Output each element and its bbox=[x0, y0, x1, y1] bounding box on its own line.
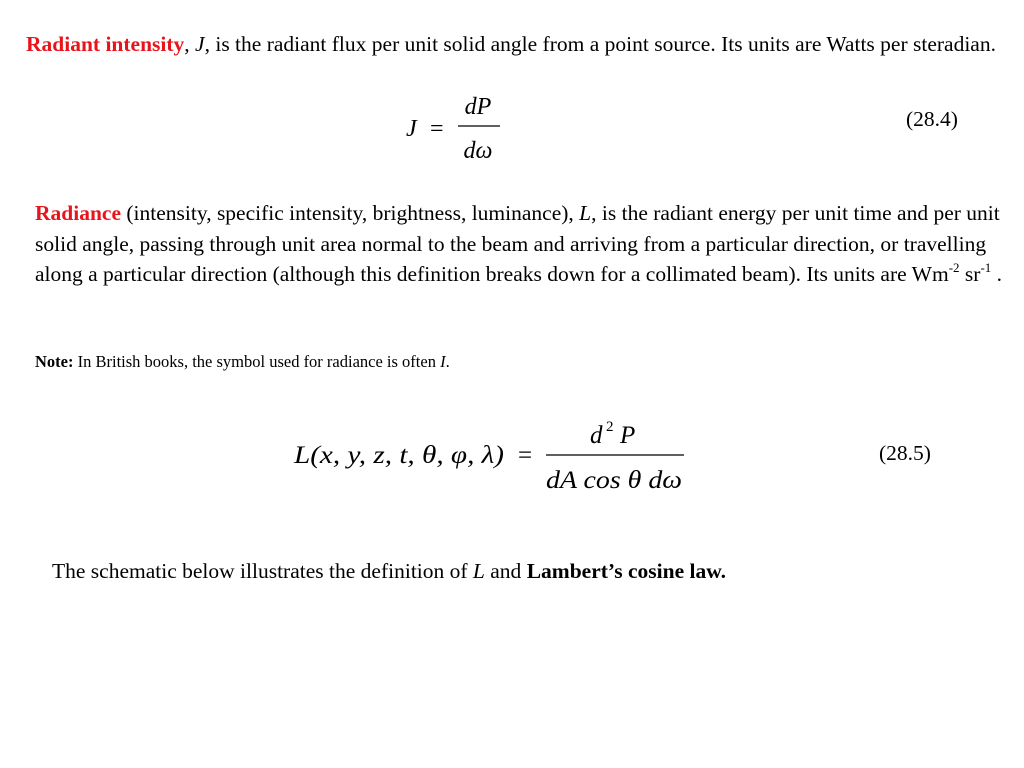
eq2-numerator-P: P bbox=[620, 422, 636, 449]
eq1-equals: = bbox=[430, 116, 444, 142]
equation-28-5 bbox=[292, 415, 692, 500]
radiance-exponent-1: -2 bbox=[948, 260, 960, 275]
equation-28-4 bbox=[404, 90, 514, 170]
note-end: . bbox=[445, 352, 450, 371]
schematic-symbol: L bbox=[472, 559, 485, 583]
radiant-intensity-term: Radiant intensity bbox=[26, 32, 185, 56]
radiant-intensity-symbol: J bbox=[195, 32, 205, 56]
radiant-intensity-definition: , is the radiant flux per unit solid angle from a point source. Its units are Watts per steradian. bbox=[204, 32, 996, 56]
radiance-symbol: L bbox=[579, 201, 592, 225]
separator: , bbox=[184, 32, 196, 56]
radiance-text-4: . bbox=[991, 262, 1003, 286]
eq2-numerator-d: d bbox=[590, 422, 603, 449]
eq1-lhs: J bbox=[406, 116, 417, 142]
radiance-text-3: sr bbox=[959, 262, 981, 286]
eq2-numerator-exponent: 2 bbox=[606, 419, 614, 435]
radiance-paragraph bbox=[35, 198, 1010, 290]
eq2-equals: = bbox=[518, 442, 533, 469]
radiance-text-2: , is the radiant energy per unit time and per unit solid angle, passing through unit area normal to the beam and arriving from a particular direction, or travelling along a particular direction (although this definition breaks down for a collimated beam). Its units are Wm bbox=[35, 201, 1000, 286]
eq1-numerator: dP bbox=[464, 94, 492, 120]
radiance-term: Radiance bbox=[35, 201, 121, 225]
eq2-denominator: dA cos θ dω bbox=[546, 467, 682, 494]
note-symbol: I bbox=[440, 352, 446, 371]
radiance-text-1: (intensity, specific intensity, brightness, luminance), bbox=[121, 201, 580, 225]
eq1-denominator: dω bbox=[463, 138, 493, 164]
equation-28-4-number: (28.4) bbox=[906, 107, 958, 131]
note-paragraph bbox=[35, 352, 935, 372]
lamberts-cosine-law: Lambert’s cosine law. bbox=[526, 559, 726, 583]
schematic-paragraph bbox=[52, 559, 952, 584]
radiance-exponent-2: -1 bbox=[980, 260, 992, 275]
schematic-text-1: The schematic below illustrates the definition of bbox=[52, 559, 473, 583]
schematic-text-2: and bbox=[484, 559, 527, 583]
note-label: Note: bbox=[35, 352, 74, 371]
equation-28-5-number: (28.5) bbox=[879, 441, 931, 465]
note-text: In British books, the symbol used for radiance is often bbox=[73, 352, 441, 371]
eq2-lhs: L(x, y, z, t, θ, φ, λ) bbox=[292, 442, 504, 469]
radiant-intensity-paragraph bbox=[26, 29, 1001, 60]
